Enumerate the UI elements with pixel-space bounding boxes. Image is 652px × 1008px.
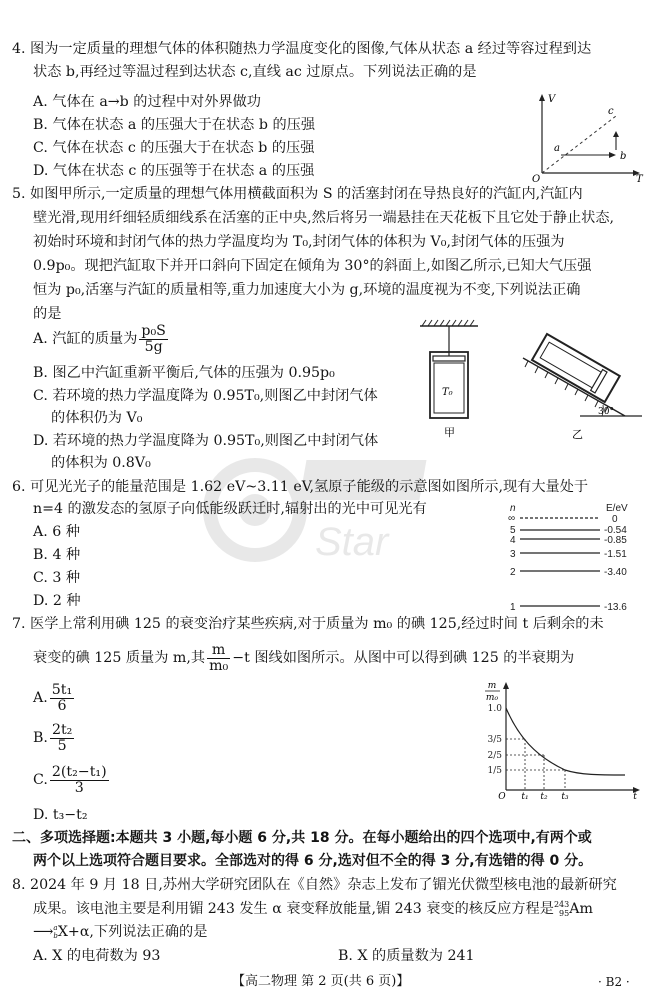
q4-option-b: B. 气体在状态 a 的压强大于在状态 b 的压强 <box>33 117 316 133</box>
q8-arrow: ⟶ <box>33 924 54 940</box>
q5-line2: 壁光滑,现用纤细轻质细线系在活塞的正中央,然后将另一端悬挂在天花板下且它处于静止状态, <box>33 210 615 226</box>
q4-option-d: D. 气体在状态 c 的压强等于在状态 a 的压强 <box>33 163 315 179</box>
q8-line2-text: 成果。该电池主要是利用镅 243 发生 α 衰变释放能量,镅 243 衰变的核反应方程是 <box>33 901 554 917</box>
q6-level-3-e: -1.51 <box>604 549 627 560</box>
page-footer: 【高二物理 第 2 页(共 6 页)】 <box>232 974 410 989</box>
q4-graph-b: b <box>620 151 627 162</box>
watermark-text: Star <box>315 520 389 564</box>
q8-x-mass-index: a <box>53 924 58 932</box>
q6-stem-line1: 6. 可见光光子的能量范围是 1.62 eV~3.11 eV,氢原子能级的示意图如图所示,现有大量处于 <box>12 479 589 495</box>
q6-level-5-e: -0.54 <box>604 525 627 536</box>
q7-xtick-t1: t₁ <box>521 792 529 802</box>
q6-header-e: E/eV <box>606 503 628 514</box>
q5-option-a-text: A. 汽缸的质量为 <box>33 331 138 347</box>
q7-option-c-label: C. <box>33 772 48 788</box>
q5-option-d-line2: 的体积为 0.8V₀ <box>51 455 151 471</box>
q5-line5: 恒为 p₀,活塞与汽缸的质量相等,重力加速度大小为 g,环境的温度视为不变,下列说法正确 <box>33 282 581 298</box>
q7-ytick-2-5: 2/5 <box>487 751 502 761</box>
q8-line2 <box>33 899 593 919</box>
q6-level-2-e: -3.40 <box>604 567 627 578</box>
q7-graph-t-label: t <box>633 792 637 802</box>
q7-option-a <box>33 680 76 716</box>
q5-fig-jia-label: 甲 <box>444 426 455 439</box>
q7-option-b <box>33 720 76 756</box>
q8-am-mass-number: 243 <box>553 900 570 909</box>
q7-graph-ylabel-num: m <box>487 681 497 691</box>
q7-option-b-fraction <box>50 723 74 754</box>
q5-option-b: B. 图乙中汽缸重新平衡后,气体的压强为 0.95p₀ <box>33 365 335 381</box>
q6-level-inf-e: 0 <box>612 514 618 525</box>
q7-option-c <box>33 762 111 798</box>
q5-fig-yi-label: 乙 <box>572 428 583 441</box>
q7-frac-den: m₀ <box>209 657 229 674</box>
q5-option-a-denominator: 5g <box>144 338 163 355</box>
q7-option-b-label: B. <box>33 730 48 746</box>
q6-stem-line2: n=4 的激发态的氢原子向低能级跃迁时,辐射出的光中可见光有 <box>33 501 427 517</box>
q6-level-5-n: 5 <box>510 525 516 536</box>
q8-am-symbol: Am <box>569 901 593 917</box>
q7-decay-graph <box>480 678 645 802</box>
q4-graph-a: a <box>554 143 560 154</box>
q8-line3 <box>33 922 207 942</box>
q5-figure-yi <box>520 330 645 445</box>
q4-graph-t-label: T <box>636 174 643 183</box>
page-code: · B2 · <box>598 975 630 989</box>
q6-level-2-n: 2 <box>510 567 516 578</box>
q5-option-a-numerator: p₀S <box>141 322 166 339</box>
q4-vt-graph <box>524 88 644 183</box>
q6-option-d: D. 2 种 <box>33 593 81 609</box>
q4-option-a: A. 气体在 a→b 的过程中对外界做功 <box>33 94 261 110</box>
q5-fig-angle-label: 30° <box>598 407 614 417</box>
q7-option-d: D. t₃−t₂ <box>33 807 88 823</box>
section2-heading-line2: 两个以上选项符合题目要求。全部选对的得 6 分,选对但不全的得 3 分,有选错的得 0 分。 <box>33 853 593 869</box>
q5-line6: 的是 <box>33 306 62 322</box>
q6-option-a: A. 6 种 <box>33 524 80 540</box>
q7-option-a-num: 5t₁ <box>51 681 73 698</box>
q5-line1: 5. 如图甲所示,一定质量的理想气体用横截面积为 S 的活塞封闭在导热良好的汽缸内,汽缸内 <box>12 186 583 202</box>
q7-option-a-label: A. <box>33 690 48 706</box>
q5-option-c-line2: 的体积仍为 V₀ <box>51 410 143 426</box>
section2-heading-line1: 二、多项选择题:本题共 3 小题,每小题 6 分,共 18 分。在每小题给出的四个选项中,有两个或 <box>12 830 592 846</box>
q8-am-atomic-number: 95 <box>559 909 570 918</box>
q7-ytick-1-5: 1/5 <box>487 766 502 776</box>
q8-am-nuclide-indices <box>554 900 569 918</box>
q7-option-c-den: 3 <box>74 779 84 796</box>
q6-level-3-n: 3 <box>510 549 516 560</box>
q7-ytick-3-5: 3/5 <box>487 735 502 745</box>
q8-x-charge-index: b <box>53 932 58 940</box>
q6-level-4-e: -0.85 <box>604 535 627 546</box>
q8-option-a: A. X 的电荷数为 93 <box>33 948 161 964</box>
q7-option-c-fraction <box>50 765 109 796</box>
q7-graph-ylabel-den: m₀ <box>485 693 499 703</box>
q5-fig-t0-label: T₀ <box>442 387 453 398</box>
q7-option-b-den: 5 <box>57 737 67 754</box>
q6-level-inf-n: ∞ <box>508 513 516 524</box>
q8-option-b: B. X 的质量数为 241 <box>338 948 475 964</box>
q5-option-a-fraction <box>139 324 168 355</box>
q4-stem-line2: 状态 b,再经过等温过程到达状态 c,直线 ac 过原点。下列说法正确的是 <box>33 64 477 80</box>
q7-graph-origin: O <box>498 792 506 802</box>
q4-stem-line1: 4. 图为一定质量的理想气体的体积随热力学温度变化的图像,气体从状态 a 经过等容过程到达 <box>12 41 592 57</box>
q6-level-1-e: -13.6 <box>604 602 627 613</box>
q7-stem-line2-post: −t 图线如图所示。从图中可以得到碘 125 的半衰期为 <box>232 650 575 666</box>
q8-line1: 8. 2024 年 9 月 18 日,苏州大学研究团队在《自然》杂志上发布了镅光伏微型核电池的最新研究 <box>12 877 617 893</box>
q4-graph-c: c <box>608 106 614 117</box>
q7-mass-ratio-fraction <box>207 643 230 674</box>
q7-option-b-num: 2t₂ <box>51 721 73 738</box>
q6-level-4-n: 4 <box>510 535 516 546</box>
q5-option-d-line1: D. 若环境的热力学温度降为 0.95T₀,则图乙中封闭气体 <box>33 433 379 449</box>
q4-graph-origin: O <box>532 174 541 183</box>
q6-energy-level-diagram <box>500 498 645 614</box>
q4-graph-v-label: V <box>548 94 556 105</box>
q6-level-1-n: 1 <box>510 602 516 613</box>
q7-stem-line2-pre: 衰变的碘 125 质量为 m,其 <box>33 650 206 666</box>
q8-line3-text: X+α,下列说法正确的是 <box>57 924 208 940</box>
q6-option-b: B. 4 种 <box>33 547 81 563</box>
q5-line3: 初始时环境和封闭气体的热力学温度均为 T₀,封闭气体的体积为 V₀,封闭气体的压强为 <box>33 234 565 250</box>
q7-stem-line1: 7. 医学上常利用碘 125 的衰变治疗某些疾病,对于质量为 m₀ 的碘 125,经过时间 t 后剩余的未 <box>12 616 604 632</box>
q5-line4: 0.9p₀。现把汽缸取下并开口斜向下固定在倾角为 30°的斜面上,如图乙所示,已知大气压强 <box>33 258 592 274</box>
q7-ytick-1: 1.0 <box>487 704 502 714</box>
q7-option-a-fraction <box>50 683 74 714</box>
q5-option-c-line1: C. 若环境的热力学温度降为 0.95T₀,则图乙中封闭气体 <box>33 388 378 404</box>
q7-option-c-num: 2(t₂−t₁) <box>51 763 107 780</box>
q7-xtick-t2: t₂ <box>540 792 548 802</box>
q7-frac-num: m <box>207 643 230 659</box>
q7-stem-line2 <box>33 640 574 676</box>
q7-xtick-t3: t₃ <box>561 792 569 802</box>
q4-option-c: C. 气体在状态 c 的压强大于在状态 b 的压强 <box>33 140 315 156</box>
q5-option-a <box>33 322 170 356</box>
q7-option-a-den: 6 <box>57 697 67 714</box>
q6-header-n: n <box>510 503 516 514</box>
q5-figure-jia <box>416 318 496 443</box>
q6-option-c: C. 3 种 <box>33 570 81 586</box>
